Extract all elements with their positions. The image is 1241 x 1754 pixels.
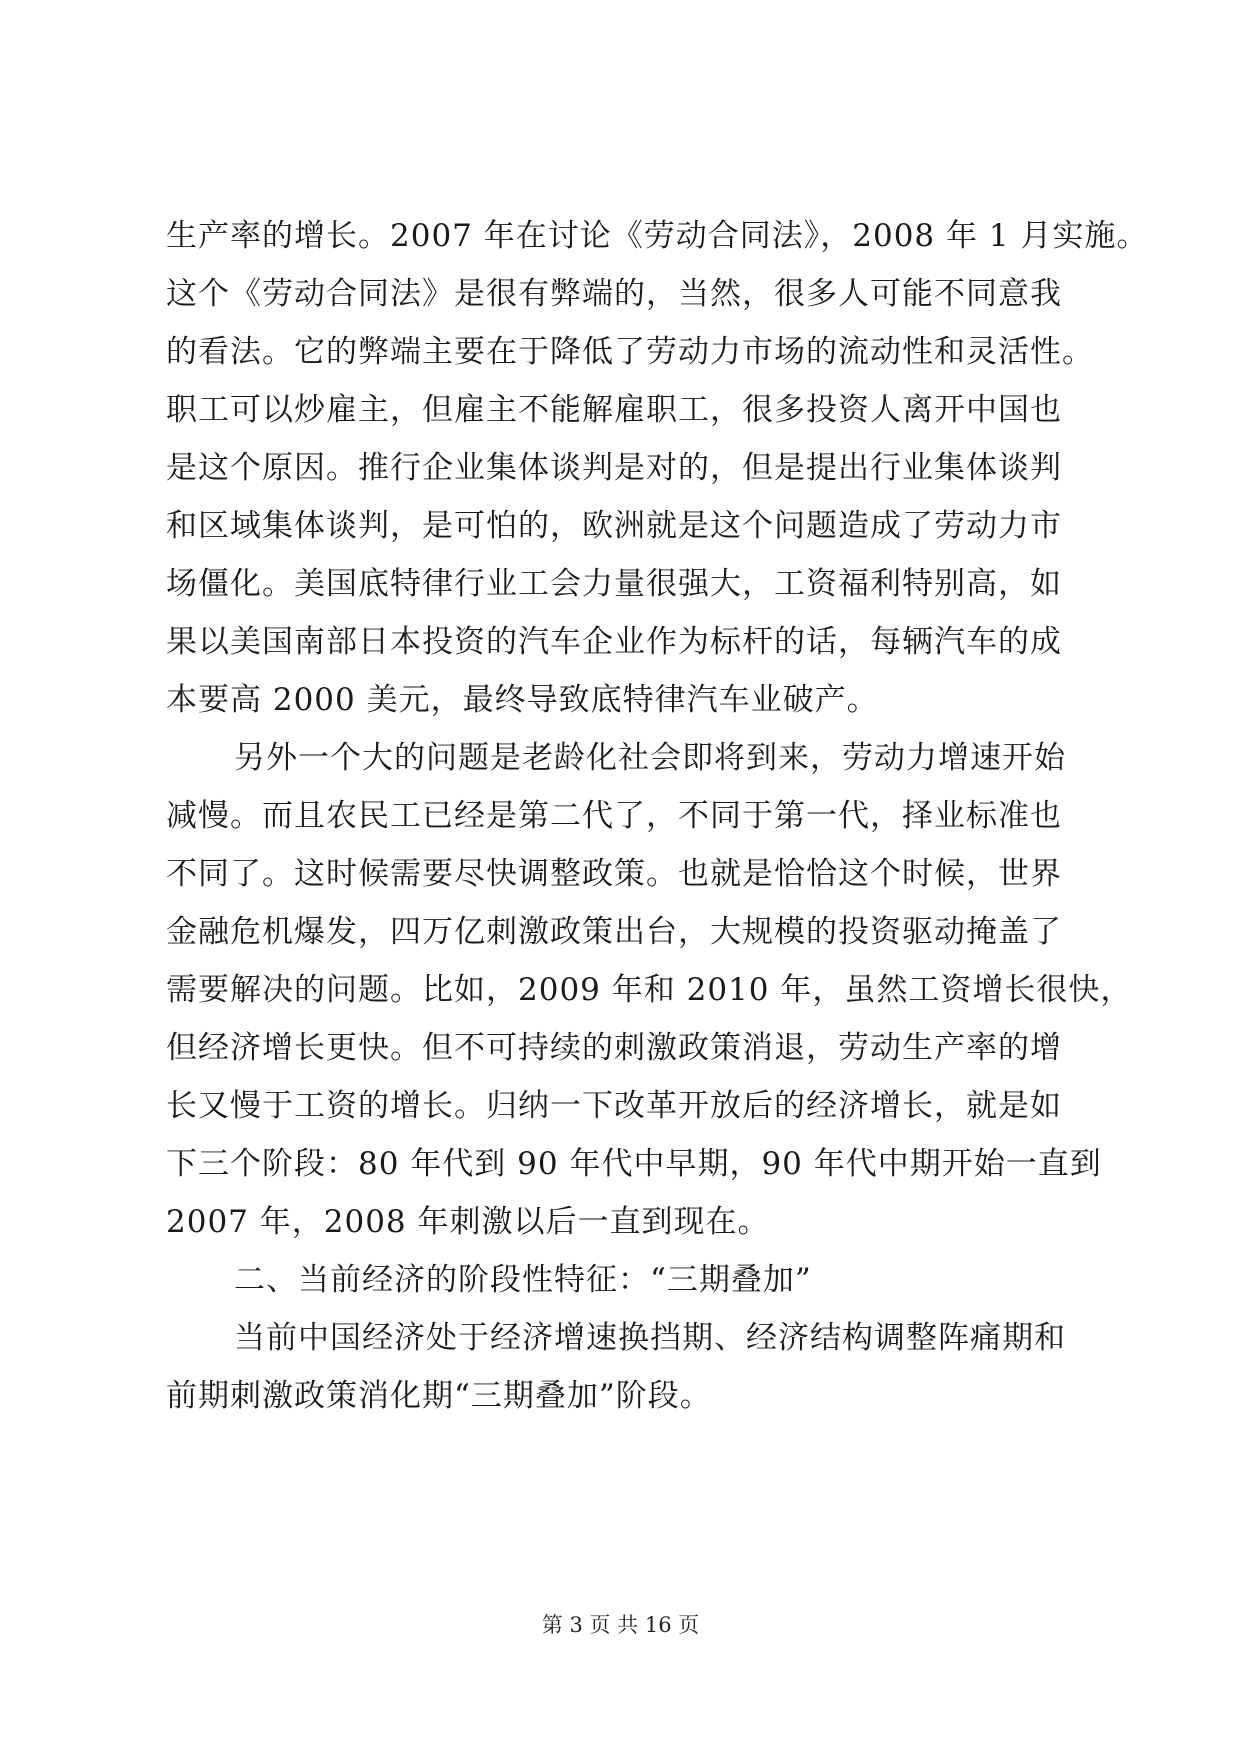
text-line: 是这个原因。推行企业集体谈判是对的，但是提出行业集体谈判 [166, 450, 1062, 486]
text-line: 果以美国南部日本投资的汽车企业作为标杆的话，每辆汽车的成 [166, 624, 1062, 660]
text-line: 需要解决的问题。比如，2009 年和 2010 年，虽然工资增长很快， [166, 972, 1133, 1008]
paragraph-first-line: 另外一个大的问题是老龄化社会即将到来，劳动力增速开始 [234, 740, 1066, 776]
text-line: 不同了。这时候需要尽快调整政策。也就是恰恰这个时候，世界 [166, 856, 1062, 892]
text-line: 下三个阶段：80 年代到 90 年代中早期，90 年代中期开始一直到 [166, 1146, 1102, 1182]
text-line: 前期刺激政策消化期“三期叠加”阶段。 [166, 1378, 712, 1414]
section-heading: 二、当前经济的阶段性特征：“三期叠加” [234, 1262, 812, 1298]
paragraph-first-line: 当前中国经济处于经济增速换挡期、经济结构调整阵痛期和 [234, 1320, 1066, 1356]
text-line: 金融危机爆发，四万亿刺激政策出台，大规模的投资驱动掩盖了 [166, 914, 1062, 950]
text-line: 场僵化。美国底特律行业工会力量很强大，工资福利特别高，如 [166, 566, 1062, 602]
text-line: 减慢。而且农民工已经是第二代了，不同于第一代，择业标准也 [166, 798, 1062, 834]
text-line: 和区域集体谈判，是可怕的，欧洲就是这个问题造成了劳动力市 [166, 508, 1062, 544]
text-line: 职工可以炒雇主，但雇主不能解雇职工，很多投资人离开中国也 [166, 392, 1062, 428]
text-line: 长又慢于工资的增长。归纳一下改革开放后的经济增长，就是如 [166, 1088, 1062, 1124]
text-line: 这个《劳动合同法》是很有弊端的，当然，很多人可能不同意我 [166, 276, 1062, 312]
text-line: 但经济增长更快。但不可持续的刺激政策消退，劳动生产率的增 [166, 1030, 1062, 1066]
text-line: 生产率的增长。2007 年在讨论《劳动合同法》，2008 年 1 月实施。 [166, 218, 1149, 254]
text-line: 2007 年，2008 年刺激以后一直到现在。 [166, 1204, 770, 1240]
page-footer: 第 3 页 共 16 页 [541, 1613, 700, 1637]
text-line: 本要高 2000 美元，最终导致底特律汽车业破产。 [166, 682, 879, 718]
text-line: 的看法。它的弊端主要在于降低了劳动力市场的流动性和灵活性。 [166, 334, 1094, 370]
